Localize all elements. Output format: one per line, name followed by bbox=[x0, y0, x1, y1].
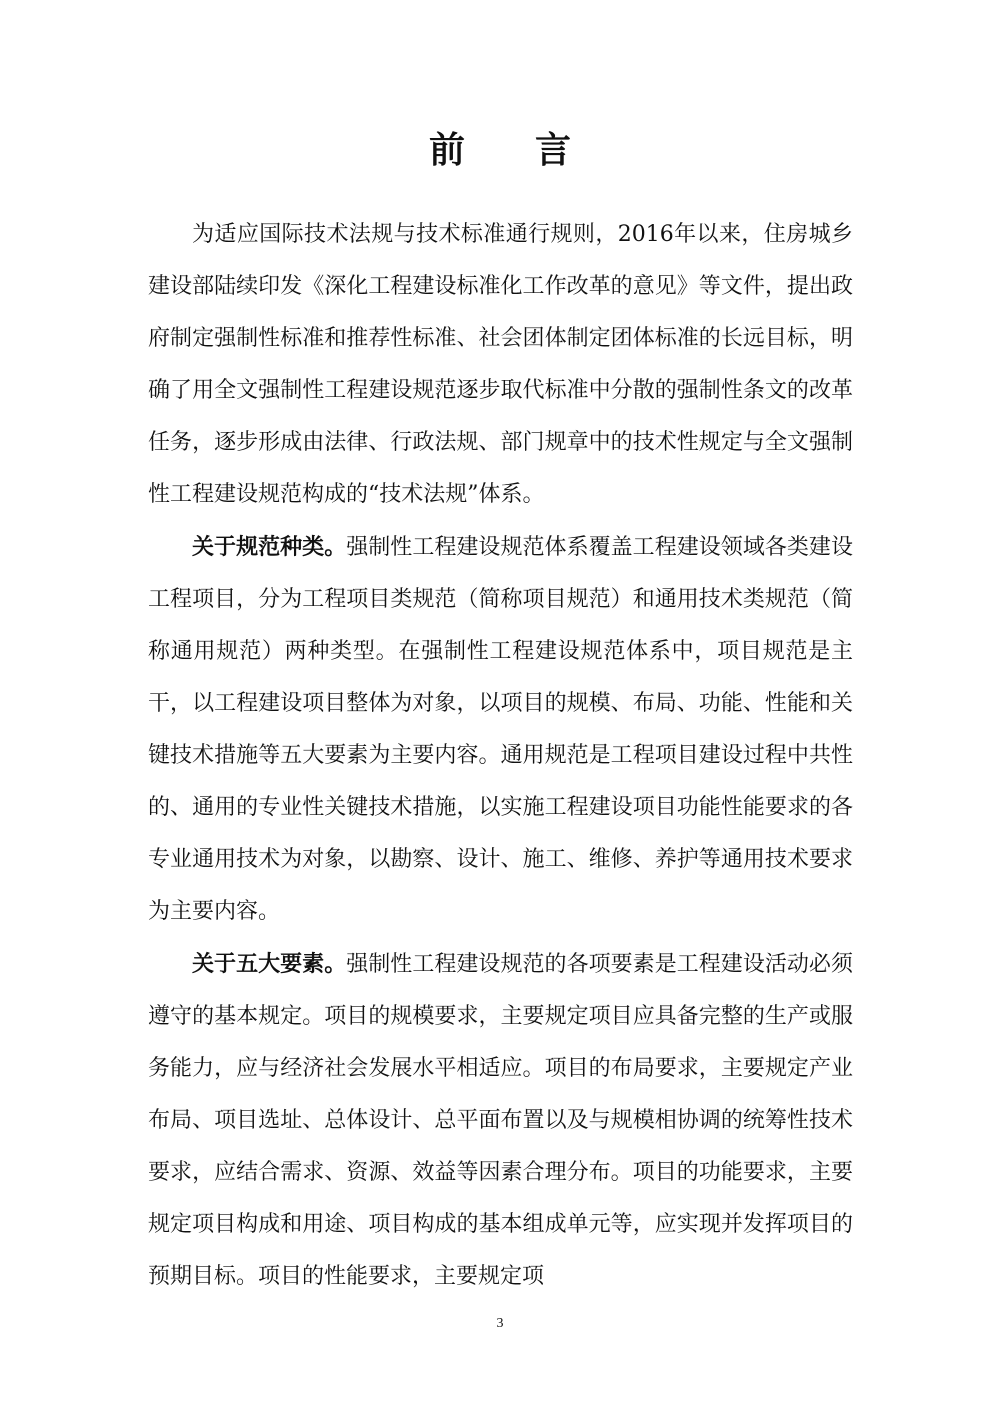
page-number: 3 bbox=[496, 1316, 504, 1331]
title-char-2: 言 bbox=[535, 129, 572, 171]
paragraph-lead: 关于规范种类。 bbox=[192, 534, 347, 560]
paragraph-text: 为适应国际技术法规与技术标准通行规则，2016年以来，住房城乡建设部陆续印发《深化工程建设标准化工作改革的意见》等文件，提出政府制定强制性标准和推荐性标准、社会团体制定团体标准的长远目标，明确了用全文强制性工程建设规范逐步取代标准中分散的强制性条文的改革任务，逐步形成由法律、行政法规、部门规章中的技术性规定与全文强制性工程建设规范构成的“技术法规”体系。 bbox=[148, 222, 853, 507]
paragraph-intro bbox=[148, 208, 853, 521]
page-title bbox=[0, 122, 1000, 173]
body-text bbox=[148, 208, 853, 1303]
paragraph-text: 强制性工程建设规范体系覆盖工程建设领域各类建设工程项目，分为工程项目类规范（简称项目规范）和通用技术类规范（简称通用规范）两种类型。在强制性工程建设规范体系中，项目规范是主干，以工程建设项目整体为对象，以项目的规模、布局、功能、性能和关键技术措施等五大要素为主要内容。通用规范是工程项目建设过程中共性的、通用的专业性关键技术措施，以实施工程建设项目功能性能要求的各专业通用技术为对象，以勘察、设计、施工、维修、养护等通用技术要求为主要内容。 bbox=[148, 535, 853, 924]
paragraph-five-elements bbox=[148, 938, 853, 1303]
paragraph-text: 强制性工程建设规范的各项要素是工程建设活动必须遵守的基本规定。项目的规模要求，主要规定项目应具备完整的生产或服务能力，应与经济社会发展水平相适应。项目的布局要求，主要规定产业布局、项目选址、总体设计、总平面布置以及与规模相协调的统筹性技术要求，应结合需求、资源、效益等因素合理分布。项目的功能要求，主要规定项目构成和用途、项目构成的基本组成单元等，应实现并发挥项目的预期目标。项目的性能要求，主要规定项 bbox=[148, 952, 853, 1289]
paragraph-spec-types bbox=[148, 521, 853, 938]
title-char-1: 前 bbox=[428, 129, 465, 171]
paragraph-lead: 关于五大要素。 bbox=[192, 951, 347, 977]
